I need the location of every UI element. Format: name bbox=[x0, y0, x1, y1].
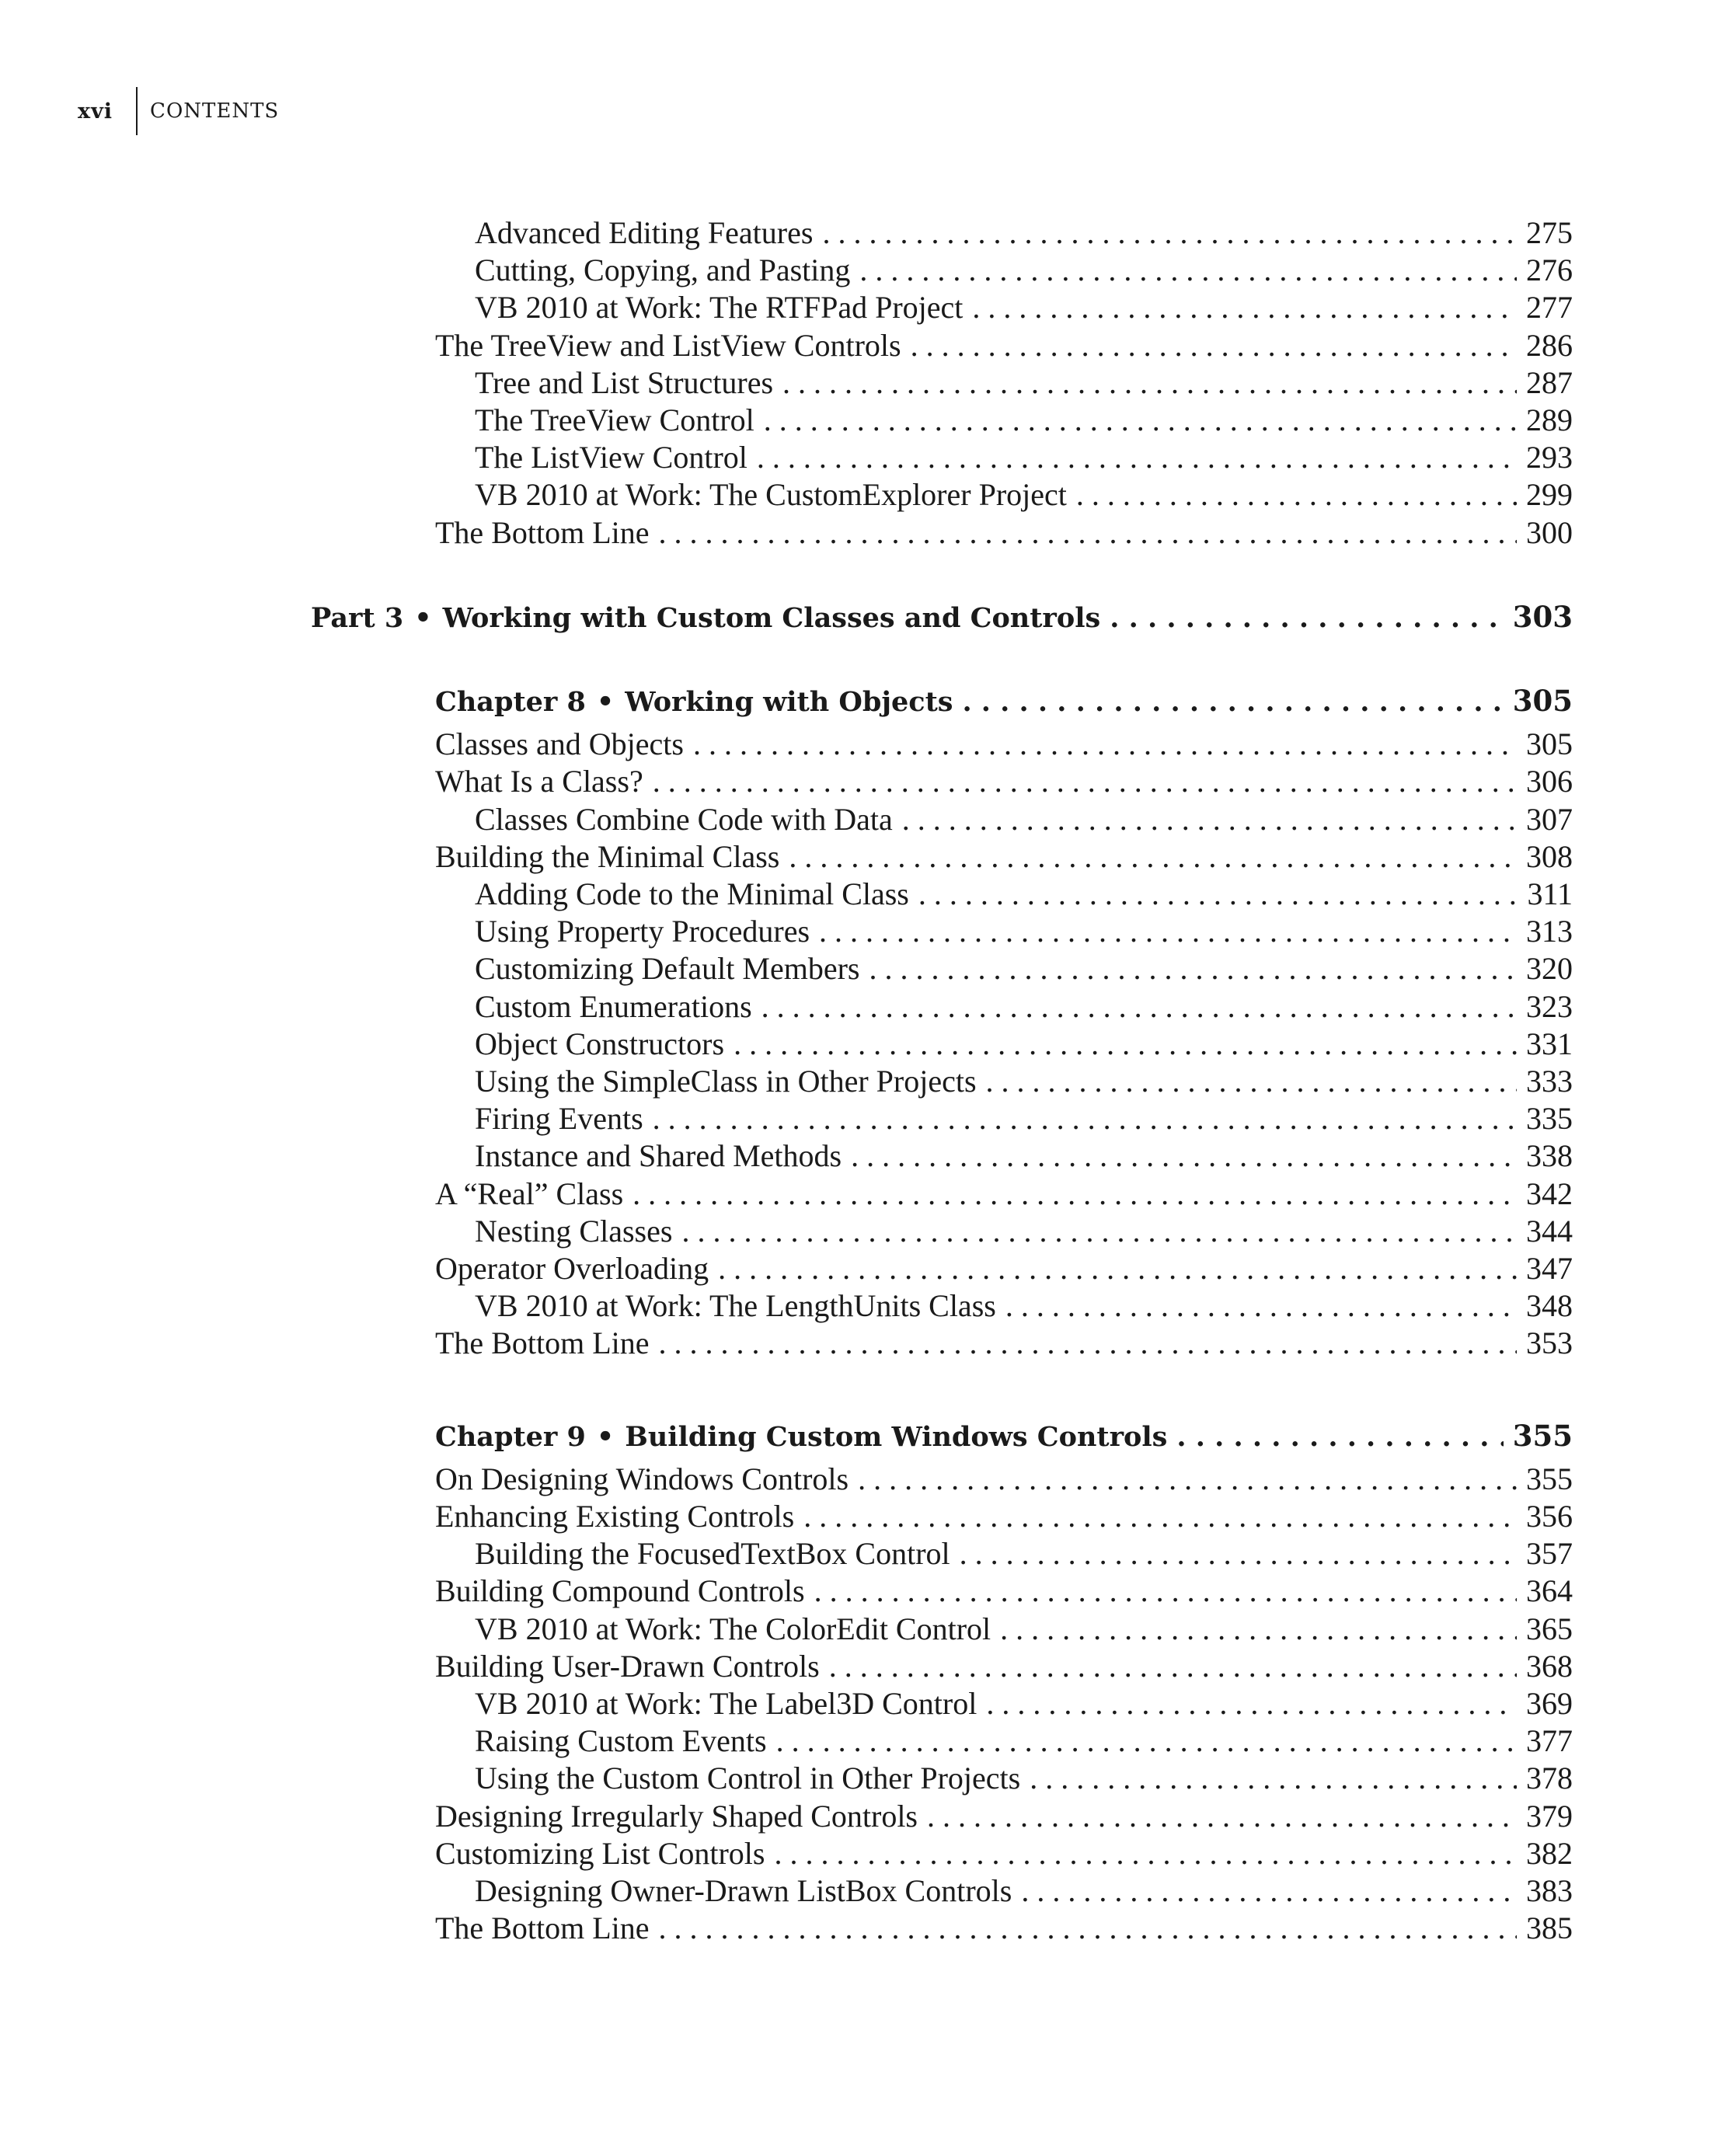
toc-entry bbox=[435, 1325, 1573, 1362]
dot-leader bbox=[902, 801, 1517, 838]
dot-leader bbox=[986, 1063, 1517, 1100]
toc-chapter-entry bbox=[435, 682, 1573, 719]
dot-leader bbox=[789, 838, 1517, 876]
dot-leader bbox=[1176, 1419, 1503, 1456]
toc-page-number: 344 bbox=[1526, 1213, 1573, 1249]
dot-leader bbox=[869, 950, 1517, 987]
toc-page-number: 347 bbox=[1526, 1251, 1573, 1286]
toc-entry bbox=[475, 214, 1573, 252]
toc-page-number: 276 bbox=[1526, 253, 1573, 288]
toc-page-number: 333 bbox=[1526, 1064, 1573, 1099]
toc-page-number: 365 bbox=[1526, 1611, 1573, 1646]
toc-entry bbox=[435, 1250, 1573, 1287]
dot-leader bbox=[764, 402, 1517, 439]
bullet-separator: • bbox=[414, 601, 432, 634]
toc-entry bbox=[435, 1910, 1573, 1947]
toc-entry-title: Operator Overloading bbox=[435, 1251, 709, 1286]
toc-page-number: 308 bbox=[1526, 838, 1573, 874]
toc-page-number: 275 bbox=[1526, 215, 1573, 250]
toc-page-number: 355 bbox=[1526, 1461, 1573, 1496]
toc-entry-title: Cutting, Copying, and Pasting bbox=[475, 253, 851, 288]
toc-entry bbox=[475, 439, 1573, 476]
toc-page-number: 303 bbox=[1512, 599, 1573, 634]
dot-leader bbox=[681, 1213, 1517, 1250]
dot-leader bbox=[1000, 1611, 1517, 1648]
toc-entry-title: The Bottom Line bbox=[435, 1325, 650, 1361]
toc-chapter-entry bbox=[435, 1417, 1573, 1454]
dot-leader bbox=[918, 876, 1518, 913]
dot-leader bbox=[659, 1325, 1517, 1362]
toc-part-entry bbox=[311, 598, 1573, 636]
toc-entry bbox=[435, 838, 1573, 876]
toc-page-number: 353 bbox=[1526, 1325, 1573, 1361]
toc-entry bbox=[475, 1722, 1573, 1760]
toc-entry-title bbox=[311, 600, 1100, 637]
dot-leader bbox=[757, 439, 1517, 476]
toc-entry bbox=[435, 514, 1573, 552]
toc-entry-title: Instance and Shared Methods bbox=[475, 1138, 842, 1174]
toc-entry bbox=[475, 1137, 1573, 1175]
dot-leader bbox=[659, 1910, 1517, 1947]
dot-leader bbox=[911, 327, 1517, 364]
toc-entry-title: Object Constructors bbox=[475, 1026, 725, 1061]
toc-page-number: 348 bbox=[1526, 1288, 1573, 1324]
toc-entry bbox=[435, 1461, 1573, 1498]
dot-leader bbox=[1030, 1760, 1517, 1797]
toc-page-number: 287 bbox=[1526, 364, 1573, 400]
toc-entry-title: Customizing List Controls bbox=[435, 1835, 765, 1871]
toc-entry-title: Building Compound Controls bbox=[435, 1573, 805, 1609]
dot-leader bbox=[632, 1176, 1517, 1213]
dot-leader bbox=[814, 1573, 1517, 1610]
toc-entry bbox=[475, 1872, 1573, 1910]
toc-entry bbox=[475, 1026, 1573, 1063]
dot-leader bbox=[858, 1461, 1517, 1498]
toc-page-number: 320 bbox=[1526, 951, 1573, 987]
toc-page-number: 305 bbox=[1526, 726, 1573, 762]
toc-page-number: 383 bbox=[1526, 1873, 1573, 1908]
toc-entry bbox=[475, 289, 1573, 326]
dot-leader bbox=[659, 514, 1517, 552]
toc-page-number: 364 bbox=[1526, 1573, 1573, 1609]
toc-entry-title: The TreeView and ListView Controls bbox=[435, 327, 901, 363]
toc-page-number: 311 bbox=[1527, 876, 1573, 911]
dot-leader bbox=[859, 252, 1517, 289]
toc-entry-text: Working with Custom Classes and Controls bbox=[442, 601, 1101, 634]
toc-entry-label: Chapter 8 bbox=[435, 686, 586, 718]
dot-leader bbox=[1005, 1287, 1517, 1325]
toc-entry bbox=[435, 763, 1573, 800]
toc-entry bbox=[435, 1648, 1573, 1685]
toc-entry-label: Chapter 9 bbox=[435, 1420, 586, 1453]
toc-page-number: 382 bbox=[1526, 1835, 1573, 1871]
toc-entry-title: Classes Combine Code with Data bbox=[475, 801, 893, 837]
toc-entry bbox=[475, 913, 1573, 950]
toc-entry-title: Using the Custom Control in Other Projects bbox=[475, 1761, 1021, 1796]
toc-entry-label: Part 3 bbox=[311, 601, 404, 634]
toc-entry bbox=[435, 1798, 1573, 1835]
toc-entry-title: Nesting Classes bbox=[475, 1213, 673, 1249]
page-folio: xvi bbox=[78, 99, 113, 124]
toc-entry-title: Using the SimpleClass in Other Projects bbox=[475, 1064, 977, 1099]
dot-leader bbox=[1076, 476, 1517, 514]
toc-entry bbox=[475, 1760, 1573, 1797]
header-divider bbox=[136, 87, 138, 135]
bullet-separator: • bbox=[596, 686, 615, 718]
dot-leader bbox=[829, 1648, 1517, 1685]
toc-entry-title: Using Property Procedures bbox=[475, 914, 810, 949]
toc-entry bbox=[475, 988, 1573, 1026]
toc-page-number: 342 bbox=[1526, 1176, 1573, 1211]
toc-entry-title: VB 2010 at Work: The CustomExplorer Project bbox=[475, 477, 1067, 513]
toc-page-number: 377 bbox=[1526, 1723, 1573, 1759]
dot-leader bbox=[972, 289, 1517, 326]
dot-leader bbox=[653, 1100, 1517, 1137]
dot-leader bbox=[986, 1685, 1517, 1722]
dot-leader bbox=[822, 214, 1517, 252]
toc-entry-title: VB 2010 at Work: The Label3D Control bbox=[475, 1686, 977, 1721]
toc-entry-title: On Designing Windows Controls bbox=[435, 1461, 849, 1496]
dot-leader bbox=[776, 1722, 1517, 1760]
bullet-separator: • bbox=[596, 1420, 615, 1453]
toc-entry bbox=[435, 1573, 1573, 1610]
toc-entry bbox=[435, 726, 1573, 763]
toc-entry-title: Advanced Editing Features bbox=[475, 215, 814, 250]
toc-entry bbox=[475, 801, 1573, 838]
toc-entry bbox=[475, 950, 1573, 987]
toc-page-number: 368 bbox=[1526, 1648, 1573, 1684]
toc-entry-title: Raising Custom Events bbox=[475, 1723, 767, 1759]
toc-page-number: 385 bbox=[1526, 1910, 1573, 1946]
toc-entry bbox=[475, 476, 1573, 514]
toc-entry-title: The Bottom Line bbox=[435, 1910, 650, 1946]
dot-leader bbox=[927, 1798, 1517, 1835]
toc-entry-title: Building the Minimal Class bbox=[435, 838, 780, 874]
toc-entry-title: The ListView Control bbox=[475, 440, 747, 475]
toc-entry-title: Enhancing Existing Controls bbox=[435, 1499, 795, 1534]
toc-page-number: 335 bbox=[1526, 1101, 1573, 1137]
toc-entry-title: Customizing Default Members bbox=[475, 951, 860, 987]
dot-leader bbox=[734, 1026, 1517, 1063]
toc-entry-title: What Is a Class? bbox=[435, 764, 643, 799]
toc-entry-title: Designing Irregularly Shaped Controls bbox=[435, 1798, 918, 1834]
toc-page-number: 338 bbox=[1526, 1138, 1573, 1174]
toc-entry-title: Building User-Drawn Controls bbox=[435, 1648, 820, 1684]
toc-entry-title bbox=[435, 684, 953, 721]
toc-entry-title: VB 2010 at Work: The LengthUnits Class bbox=[475, 1288, 996, 1324]
toc-page-number: 323 bbox=[1526, 988, 1573, 1024]
toc-entry bbox=[475, 1611, 1573, 1648]
toc-page-number: 286 bbox=[1526, 327, 1573, 363]
toc-page-number: 369 bbox=[1526, 1686, 1573, 1721]
toc-entry-title: Tree and List Structures bbox=[475, 364, 774, 400]
toc-entry-text: Working with Objects bbox=[625, 686, 953, 718]
toc-entry-title: Classes and Objects bbox=[435, 726, 684, 762]
toc-entry bbox=[475, 876, 1573, 913]
dot-leader bbox=[718, 1250, 1517, 1287]
running-head bbox=[78, 87, 279, 135]
dot-leader bbox=[819, 913, 1517, 950]
dot-leader bbox=[851, 1137, 1517, 1175]
toc-entry bbox=[475, 1213, 1573, 1250]
toc-page-number: 306 bbox=[1526, 764, 1573, 799]
toc-page-number: 305 bbox=[1512, 684, 1573, 718]
dot-leader bbox=[960, 1535, 1517, 1573]
toc-entry-title: Firing Events bbox=[475, 1101, 643, 1137]
toc-entry bbox=[435, 1835, 1573, 1872]
toc-entry-title: VB 2010 at Work: The RTFPad Project bbox=[475, 290, 964, 326]
dot-leader bbox=[774, 1835, 1517, 1872]
toc-page-number: 289 bbox=[1526, 402, 1573, 437]
dot-leader bbox=[653, 763, 1517, 800]
toc-page-number: 307 bbox=[1526, 801, 1573, 837]
dot-leader bbox=[1110, 600, 1504, 637]
toc-page-number: 378 bbox=[1526, 1761, 1573, 1796]
running-head-title: CONTENTS bbox=[150, 99, 280, 123]
toc-entry bbox=[475, 1287, 1573, 1325]
toc-entry-title: Building the FocusedTextBox Control bbox=[475, 1536, 950, 1572]
toc-entry bbox=[435, 1498, 1573, 1535]
toc-entry-title: Designing Owner-Drawn ListBox Controls bbox=[475, 1873, 1012, 1908]
toc-entry bbox=[435, 1176, 1573, 1213]
toc-entry-text: Building Custom Windows Controls bbox=[625, 1420, 1168, 1453]
toc-entry bbox=[475, 1100, 1573, 1137]
toc-entry bbox=[475, 1685, 1573, 1722]
toc-page-number: 277 bbox=[1526, 290, 1573, 326]
toc-entry bbox=[475, 364, 1573, 402]
toc-page-number: 357 bbox=[1526, 1536, 1573, 1572]
toc-entry-title bbox=[435, 1419, 1167, 1456]
toc-page-number: 379 bbox=[1526, 1798, 1573, 1834]
toc-page-number: 356 bbox=[1526, 1499, 1573, 1534]
toc-entry bbox=[475, 252, 1573, 289]
dot-leader bbox=[803, 1498, 1517, 1535]
toc-entry bbox=[475, 402, 1573, 439]
dot-leader bbox=[962, 684, 1503, 721]
toc-entry-title: Custom Enumerations bbox=[475, 988, 752, 1024]
dot-leader bbox=[782, 364, 1517, 402]
toc-entry-title: VB 2010 at Work: The ColorEdit Control bbox=[475, 1611, 991, 1646]
toc-entry-title: A “Real” Class bbox=[435, 1176, 624, 1211]
toc-entry-title: The Bottom Line bbox=[435, 514, 650, 550]
toc-entry bbox=[435, 327, 1573, 364]
toc-entry-title: Adding Code to the Minimal Class bbox=[475, 876, 909, 911]
dot-leader bbox=[693, 726, 1517, 763]
toc-page-number: 313 bbox=[1526, 914, 1573, 949]
toc-page-number: 293 bbox=[1526, 440, 1573, 475]
toc-entry bbox=[475, 1063, 1573, 1100]
toc-page-number: 299 bbox=[1526, 477, 1573, 513]
toc-page-number: 331 bbox=[1526, 1026, 1573, 1061]
toc-page-number: 300 bbox=[1526, 514, 1573, 550]
dot-leader bbox=[761, 988, 1517, 1026]
toc-entry-title: The TreeView Control bbox=[475, 402, 754, 437]
toc-page-number: 355 bbox=[1512, 1418, 1573, 1453]
dot-leader bbox=[1021, 1872, 1517, 1910]
toc-entry bbox=[475, 1535, 1573, 1573]
